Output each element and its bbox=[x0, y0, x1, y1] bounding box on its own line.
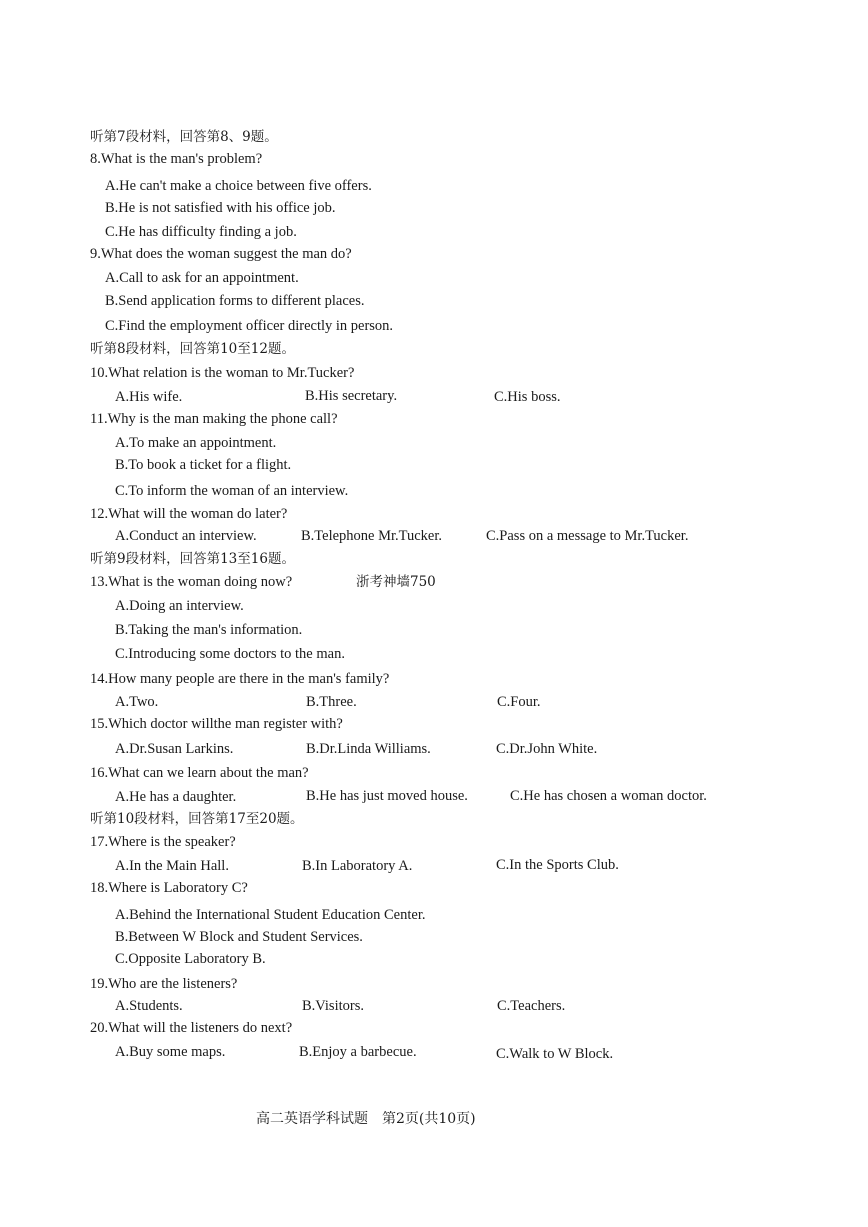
question-17-stem: 17.Where is the speaker? bbox=[90, 834, 236, 850]
question-12-option-c: C.Pass on a message to Mr.Tucker. bbox=[486, 528, 689, 544]
question-10-option-c: C.His boss. bbox=[494, 389, 561, 405]
question-13-option-a: A.Doing an interview. bbox=[115, 598, 244, 614]
question-19-option-c: C.Teachers. bbox=[497, 998, 566, 1014]
watermark: 浙考神墙750 bbox=[356, 574, 436, 590]
question-15-option-a: A.Dr.Susan Larkins. bbox=[115, 741, 234, 757]
question-15-stem: 15.Which doctor willthe man register with? bbox=[90, 716, 343, 732]
question-14-option-b: B.Three. bbox=[306, 694, 357, 710]
question-19-stem: 19.Who are the listeners? bbox=[90, 976, 238, 992]
question-9-option-a: A.Call to ask for an appointment. bbox=[105, 270, 299, 286]
question-11-option-c: C.To inform the woman of an interview. bbox=[115, 483, 349, 499]
question-8-stem: 8.What is the man's problem? bbox=[90, 151, 263, 167]
page-footer: 高二英语学科试题 第2页(共10页) bbox=[256, 1111, 476, 1127]
question-16-option-b: B.He has just moved house. bbox=[306, 788, 468, 804]
question-16-stem: 16.What can we learn about the man? bbox=[90, 765, 309, 781]
question-20-option-c: C.Walk to W Block. bbox=[496, 1046, 614, 1062]
question-8-option-a: A.He can't make a choice between five offers. bbox=[105, 178, 372, 194]
question-17-option-b: B.In Laboratory A. bbox=[302, 858, 413, 874]
question-16-option-a: A.He has a daughter. bbox=[115, 789, 237, 805]
question-12-stem: 12.What will the woman do later? bbox=[90, 506, 288, 522]
question-18-option-c: C.Opposite Laboratory B. bbox=[115, 951, 266, 967]
question-10-option-a: A.His wife. bbox=[115, 389, 183, 405]
question-14-option-a: A.Two. bbox=[115, 694, 159, 710]
question-13-option-c: C.Introducing some doctors to the man. bbox=[115, 646, 345, 662]
question-13-option-b: B.Taking the man's information. bbox=[115, 622, 303, 638]
question-19-option-a: A.Students. bbox=[115, 998, 183, 1014]
question-14-option-c: C.Four. bbox=[497, 694, 541, 710]
question-12-option-b: B.Telephone Mr.Tucker. bbox=[301, 528, 443, 544]
section-heading-10: 听第10段材料，回答第17至20题。 bbox=[90, 811, 304, 827]
question-19-option-b: B.Visitors. bbox=[302, 998, 364, 1014]
question-9-stem: 9.What does the woman suggest the man do? bbox=[90, 246, 352, 262]
question-10-stem: 10.What relation is the woman to Mr.Tucker? bbox=[90, 365, 355, 381]
question-17-option-a: A.In the Main Hall. bbox=[115, 858, 229, 874]
question-20-option-b: B.Enjoy a barbecue. bbox=[299, 1044, 417, 1060]
question-20-option-a: A.Buy some maps. bbox=[115, 1044, 226, 1060]
question-10-option-b: B.His secretary. bbox=[305, 388, 398, 404]
question-11-option-a: A.To make an appointment. bbox=[115, 435, 277, 451]
question-12-option-a: A.Conduct an interview. bbox=[115, 528, 257, 544]
question-18-option-a: A.Behind the International Student Education Center. bbox=[115, 907, 426, 923]
section-heading-8: 听第8段材料，回答第10至12题。 bbox=[90, 341, 295, 357]
question-9-option-b: B.Send application forms to different places. bbox=[105, 293, 365, 309]
question-9-option-c: C.Find the employment officer directly in person. bbox=[105, 318, 394, 334]
question-11-stem: 11.Why is the man making the phone call? bbox=[90, 411, 338, 427]
question-18-stem: 18.Where is Laboratory C? bbox=[90, 880, 248, 896]
question-13-stem: 13.What is the woman doing now? bbox=[90, 574, 293, 590]
question-17-option-c: C.In the Sports Club. bbox=[496, 857, 619, 873]
question-20-stem: 20.What will the listeners do next? bbox=[90, 1020, 293, 1036]
question-8-option-c: C.He has difficulty finding a job. bbox=[105, 224, 297, 240]
section-heading-9: 听第9段材料，回答第13至16题。 bbox=[90, 551, 295, 567]
question-18-option-b: B.Between W Block and Student Services. bbox=[115, 929, 363, 945]
question-15-option-b: B.Dr.Linda Williams. bbox=[306, 741, 431, 757]
question-15-option-c: C.Dr.John White. bbox=[496, 741, 598, 757]
section-heading-7: 听第7段材料，回答第8、9题。 bbox=[90, 129, 278, 145]
question-14-stem: 14.How many people are there in the man's family? bbox=[90, 671, 390, 687]
question-8-option-b: B.He is not satisfied with his office job. bbox=[105, 200, 336, 216]
question-16-option-c: C.He has chosen a woman doctor. bbox=[510, 788, 707, 804]
question-11-option-b: B.To book a ticket for a flight. bbox=[115, 457, 292, 473]
